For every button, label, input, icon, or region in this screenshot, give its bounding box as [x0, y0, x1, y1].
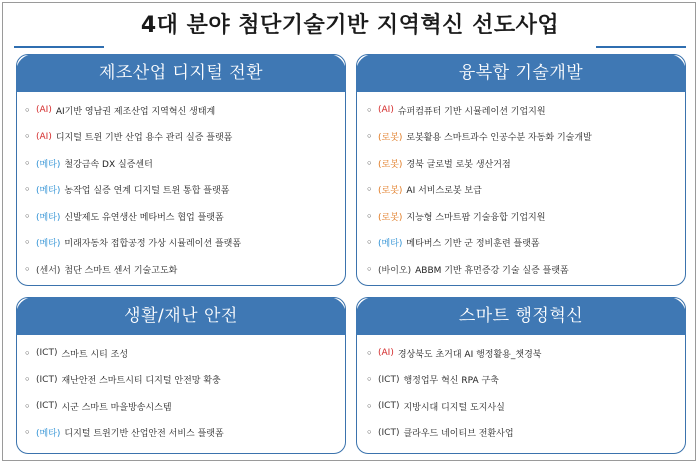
item-text: 재난안전 스마트시티 디지털 안전망 확충	[61, 376, 221, 387]
item-tag: (ICT)	[36, 401, 58, 412]
bullet-icon: ◦	[366, 236, 373, 250]
section-list-manufacturing	[24, 97, 344, 283]
item-tag: (메타)	[36, 429, 61, 440]
item-text: 스마트 시티 조성	[61, 349, 129, 360]
item-tag: (메타)	[378, 239, 403, 250]
list-item	[24, 230, 344, 257]
list-item	[24, 177, 344, 204]
item-tag: (센서)	[36, 265, 61, 276]
bullet-icon: ◦	[24, 236, 31, 250]
item-tag: (메타)	[36, 212, 61, 223]
section-heading-manufacturing: 제조산업 디지털 전환	[16, 54, 346, 92]
list-item	[366, 230, 684, 257]
bullet-icon: ◦	[366, 426, 373, 440]
item-tag: (메타)	[36, 239, 61, 250]
item-tag: (ICT)	[378, 401, 400, 412]
bullet-icon: ◦	[366, 373, 373, 387]
bullet-icon: ◦	[24, 130, 31, 144]
list-item	[366, 97, 684, 124]
item-text: 슈퍼컴퓨터 기반 시뮬레이션 기업지원	[397, 106, 546, 117]
bullet-icon: ◦	[366, 262, 373, 276]
item-tag: (로봇)	[378, 133, 403, 144]
bullet-icon: ◦	[366, 209, 373, 223]
list-item	[366, 256, 684, 283]
list-item	[24, 203, 344, 230]
list-item	[366, 393, 684, 420]
title-underline-right	[596, 46, 686, 48]
item-tag: (로봇)	[378, 159, 403, 170]
item-tag: (로봇)	[378, 212, 403, 223]
item-text: 지방시대 디지털 도지사실	[403, 402, 505, 413]
item-text: 미래자동차 접합공정 가상 시뮬레이션 플랫폼	[64, 239, 242, 250]
item-text: 지능형 스마트팜 기술융합 기업지원	[406, 212, 546, 223]
list-item	[366, 367, 684, 394]
bullet-icon: ◦	[366, 156, 373, 170]
item-tag: (AI)	[36, 131, 52, 142]
item-tag: (로봇)	[378, 186, 403, 197]
item-tag: (ICT)	[36, 374, 58, 385]
item-text: 철강금속 DX 실증센터	[64, 159, 153, 170]
section-heading-safety: 생활/재난 안전	[16, 297, 346, 335]
item-text: 메타버스 기반 군 정비훈련 플랫폼	[406, 239, 540, 250]
list-item	[24, 150, 344, 177]
item-text: 로봇활용 스마트과수 인공수분 자동화 기술개발	[406, 133, 592, 144]
item-text: 신발제도 유연생산 메타버스 협업 플랫폼	[64, 212, 224, 223]
item-text: 첨단 스마트 센서 기술고도화	[64, 265, 178, 276]
item-text: 클라우드 네이티브 전환사업	[403, 429, 514, 440]
item-text: 디지털 트윈기반 산업안전 서비스 플랫폼	[64, 429, 224, 440]
bullet-icon: ◦	[366, 183, 373, 197]
bullet-icon: ◦	[24, 426, 31, 440]
section-heading-convergence: 융복합 기술개발	[356, 54, 686, 92]
bullet-icon: ◦	[366, 103, 373, 117]
section-list-safety	[24, 340, 344, 446]
bullet-icon: ◦	[366, 346, 373, 360]
item-tag: (ICT)	[378, 427, 400, 438]
list-item	[24, 420, 344, 447]
item-tag: (AI)	[378, 348, 394, 359]
title-underline-left	[14, 46, 104, 48]
item-tag: (메타)	[36, 186, 61, 197]
bullet-icon: ◦	[24, 103, 31, 117]
bullet-icon: ◦	[366, 130, 373, 144]
list-item	[24, 367, 344, 394]
bullet-icon: ◦	[24, 346, 31, 360]
item-tag: (바이오)	[378, 265, 412, 276]
item-text: AI기반 영남권 제조산업 지역혁신 생태계	[55, 106, 216, 117]
bullet-icon: ◦	[366, 399, 373, 413]
item-tag: (AI)	[378, 105, 394, 116]
section-list-convergence	[366, 97, 684, 283]
list-item	[24, 124, 344, 151]
bullet-icon: ◦	[24, 209, 31, 223]
list-item	[24, 393, 344, 420]
item-tag: (ICT)	[378, 374, 400, 385]
item-tag: (ICT)	[36, 348, 58, 359]
item-text: 농작업 실증 연계 디지털 트윈 통합 플랫폼	[64, 186, 230, 197]
page-title: 4대 분야 첨단기술기반 지역혁신 선도사업	[140, 13, 560, 38]
item-text: 경상북도 초거대 AI 행정활용_챗경북	[397, 349, 542, 360]
item-tag: (메타)	[36, 159, 61, 170]
list-item	[366, 420, 684, 447]
list-item	[366, 177, 684, 204]
item-text: 디지털 트윈 기반 산업 용수 관리 실증 플랫폼	[55, 133, 233, 144]
list-item	[366, 203, 684, 230]
bullet-icon: ◦	[24, 373, 31, 387]
bullet-icon: ◦	[24, 262, 31, 276]
item-tag: (AI)	[36, 105, 52, 116]
bullet-icon: ◦	[24, 156, 31, 170]
list-item	[366, 150, 684, 177]
list-item	[24, 256, 344, 283]
item-text: ABBM 기반 휴먼증강 기술 실증 플랫폼	[415, 265, 569, 276]
item-text: 시군 스마트 마을방송시스템	[61, 402, 172, 413]
bullet-icon: ◦	[24, 183, 31, 197]
section-list-admin	[366, 340, 684, 446]
list-item	[366, 124, 684, 151]
list-item	[24, 97, 344, 124]
item-text: 경북 글로벌 로봇 생산거점	[406, 159, 511, 170]
bullet-icon: ◦	[24, 399, 31, 413]
list-item	[366, 340, 684, 367]
item-text: 행정업무 혁신 RPA 구축	[403, 376, 499, 387]
list-item	[24, 340, 344, 367]
item-text: AI 서비스로봇 보급	[406, 186, 482, 197]
section-heading-admin: 스마트 행정혁신	[356, 297, 686, 335]
